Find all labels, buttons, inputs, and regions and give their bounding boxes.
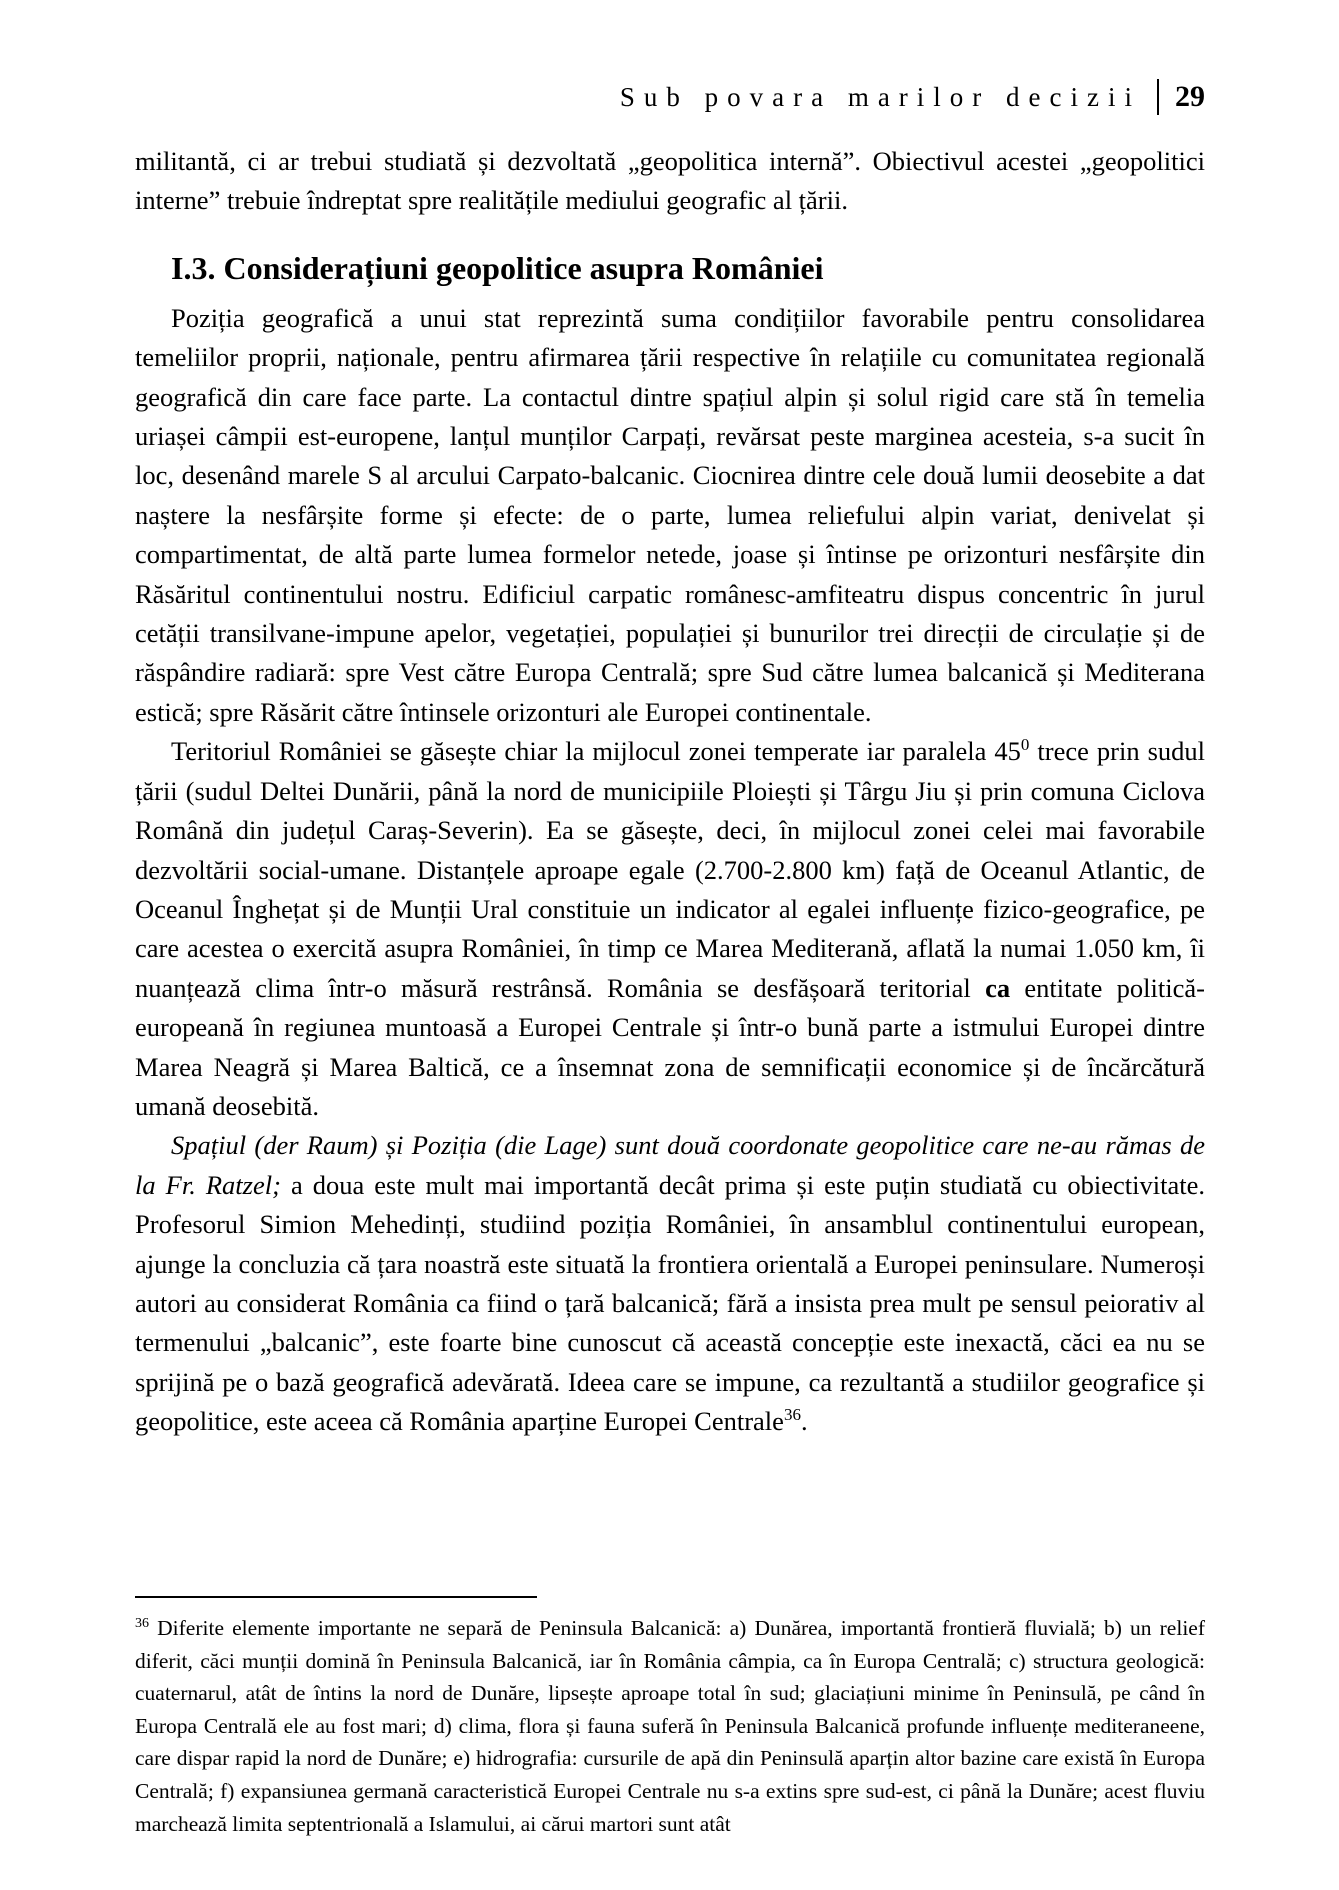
section-heading: I.3. Considerațiuni geopolitice asupra României	[171, 249, 824, 286]
paragraph-teritoriul	[135, 732, 1205, 1126]
bold-emphasis-ca: ca	[985, 972, 1011, 1003]
text-segment: Diferite elemente importante ne separă de Peninsula Balcanică: a) Dunărea, importantă frontieră fluvială; b) un relief diferit, căci munții domină în Peninsula Balcanică, iar în România câmpia, ca în Europa Centrală; c) structura geologică: cuaternarul, atât de întins la nord de Dunăre, lipsește aproape total în sud; glaciațiuni minime în Peninsulă, pe când în Europa Centrală ele au fost mari; d) clima, flora și fauna suferă în Peninsula Balcanică profunde influențe mediteraneene, care dispar rapid la nord de Dunăre; e) hidrografia: cursurile de apă din Peninsulă aparțin altor bazine care există în Europa Centrală; f) expansiunea germană caracteristică Europei Centrale nu s-a extins spre sud-est, ci până la Dunăre; acest fluviu marchează limita septentrională a Islamului, ai cărui martori sunt atât	[135, 1616, 1205, 1836]
text-segment: trece prin sudul țării (sudul Deltei Dunării, până la nord de municipiile Ploiești și Târgu Jiu și prin comuna Ciclova Română din județul Caraș-Severin). Ea se găsește, deci, în mijlocul zonei celei mai favorabile dezvoltării social-umane. Distanțele aproape egale (2.700-2.800 km) față de Oceanul Atlantic, de Oceanul Înghețat și de Munții Ural constituie un indicator al egalei influențe fizico-geografice, pe care acestea o exercită asupra României, în timp ce Marea Mediterană, aflată la numai 1.050 km, îi nuanțează clima într-o măsură restrânsă. România se desfășoară teritorial	[135, 736, 1205, 1003]
running-title: Sub povara marilor decizii	[619, 81, 1141, 112]
footnote-section	[135, 1596, 1205, 1840]
text-segment: Teritoriul României se găsește chiar la mijlocul zonei temperate iar paralela 45	[171, 736, 1021, 767]
text-segment: entitate politică-europeană în regiunea muntoasă a Europei Centrale și într-o bună parte a istmului Europei dintre Marea Neagră și Marea Baltică, ce a însemnat zona de semnificații economice și de încărcătură umană deosebită.	[135, 972, 1205, 1121]
text-segment: a doua este mult mai importantă decât prima și este puțin studiată cu obiectivitate. Profesorul Simion Mehedinți, studiind poziția României, în ansamblul continentului european, ajunge la concluzia că țara noastră este situată la frontiera orientală a Europei peninsulare. Numeroși autori au considerat România ca fiind o țară balcanică; fără a insista prea mult pe sensul peiorativ al termenului „balcanic”, este foarte bine cunoscut că această concepție este inexactă, căci ea nu se sprijină pe o bază geografică adevărată. Ideea care se impune, ca rezultantă a studiilor geografice și geopolitice, este aceea că România aparține Europei Centrale	[135, 1169, 1205, 1437]
paragraph-continuation: militantă, ci ar trebui studiată și dezvoltată „geopolitica internă”. Obiectivul acestei „geopolitici interne” trebuie îndreptat spre realitățile mediului geografic al țării.	[135, 146, 1205, 216]
text-segment: .	[800, 1406, 808, 1437]
page-number: 29	[1175, 80, 1205, 113]
running-header	[135, 76, 1205, 118]
footnote-text	[135, 1612, 1205, 1840]
paragraph-pozitia: Poziția geografică a unui stat reprezintă suma condițiilor favorabile pentru consolidarea temeliilor proprii, naționale, pentru afirmarea țării respective în relațiile cu comunitatea regională geografică din care face parte. La contactul dintre spațiul alpin și solul rigid care stă în temelia uriașei câmpii est-europene, lanțul munților Carpați, revărsat peste marginea acesteia, s-a sucit în loc, desenând marele S al arcului Carpato-balcanic. Ciocnirea dintre cele două lumii deosebite a dat naștere la nesfârșite forme și efecte: de o parte, lumea reliefului alpin variat, denivelat și compartimentat, de altă parte lumea formelor netede, joase și întinse pe orizonturi nesfârșite din Răsăritul continentului nostru. Edificiul carpatic românesc-amfiteatru dispus concentric în jurul cetății transilvane-impune apelor, vegetației, populației și bunurilor trei direcții de circulație și de răspândire radiară: spre Vest către Europa Centrală; spre Sud către lumea balcanică și Mediterana estică; spre Răsărit către întinsele orizonturi ale Europei continentale.	[135, 302, 1205, 727]
text-column	[135, 76, 1205, 1442]
footnote-reference: 36	[783, 1405, 801, 1425]
degree-superscript: 0	[1020, 735, 1030, 755]
header-divider	[1157, 79, 1159, 115]
footnote-marker: 36	[135, 1615, 149, 1631]
footnote-separator	[135, 1596, 537, 1598]
italic-lead: Spațiul (der Raum) și Poziția (die Lage) sunt două coordonate geopolitice care ne-au rămas de la Fr. Ratzel;	[135, 1130, 1205, 1200]
paragraph-spatiul	[135, 1126, 1205, 1441]
